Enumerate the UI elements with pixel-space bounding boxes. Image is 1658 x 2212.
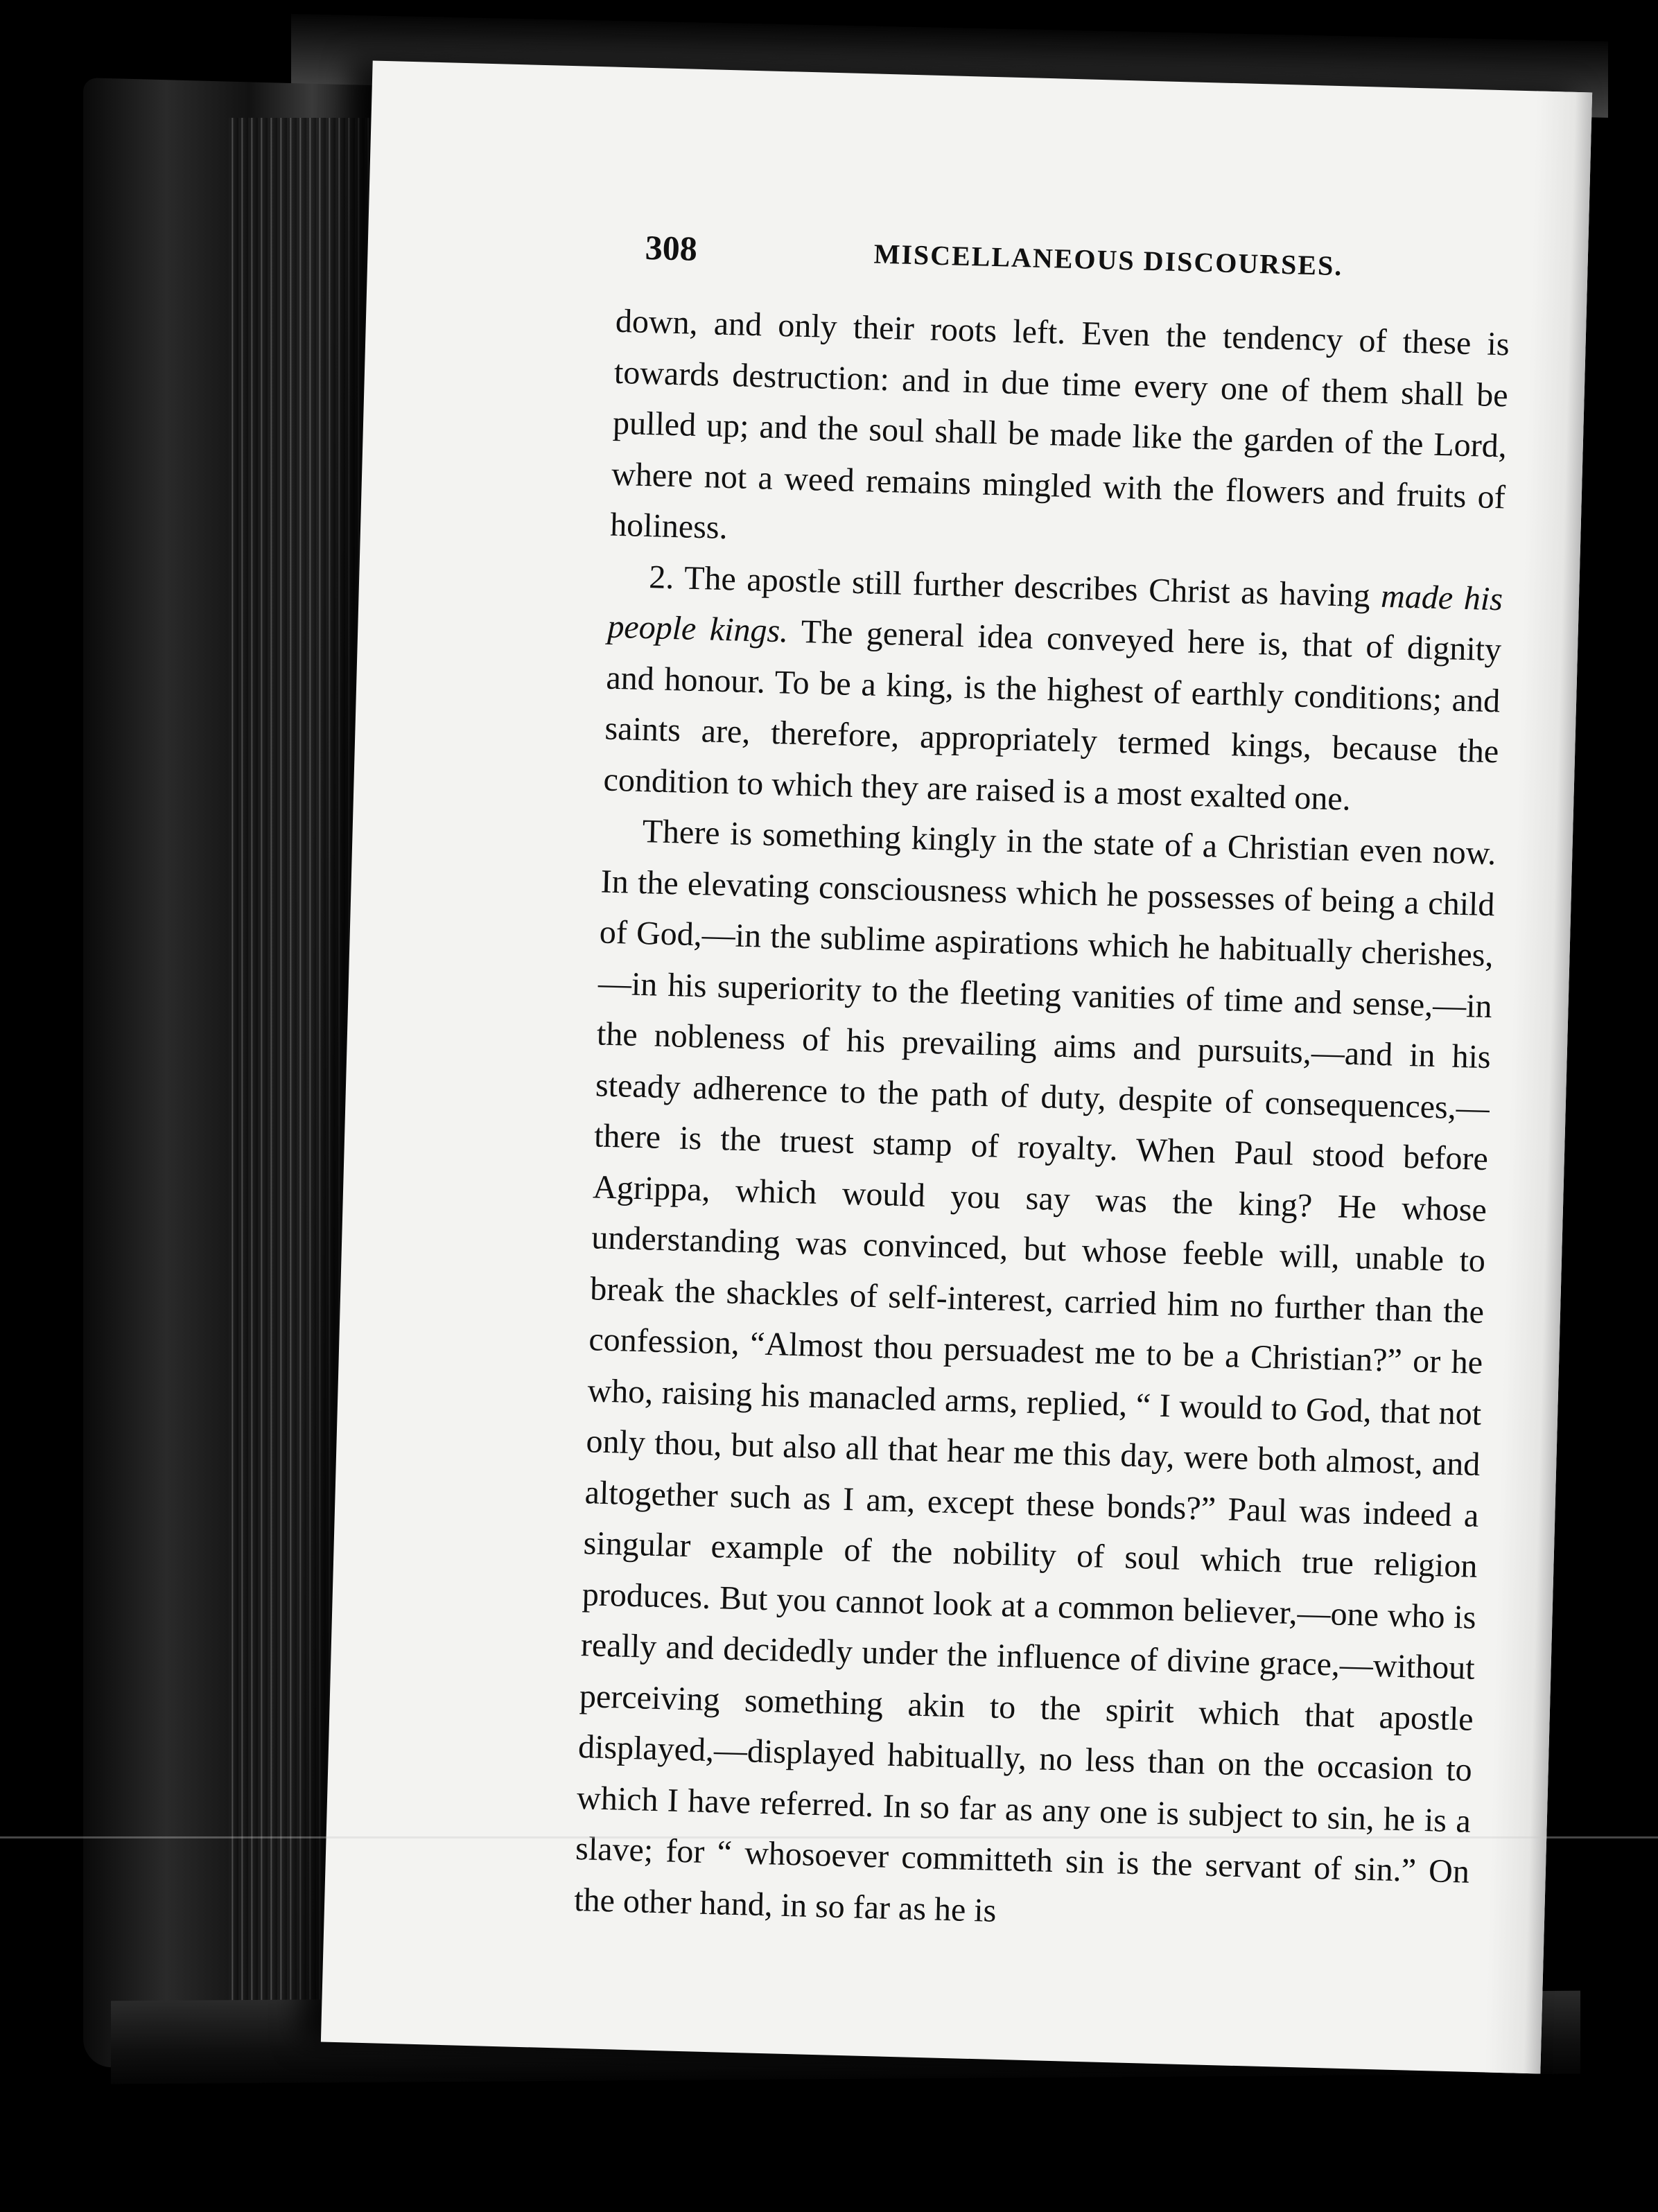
paragraph-2	[603, 550, 1503, 828]
paragraph-3: There is something kingly in the state of a Christian even now. In the elevating consciousness which he possesses of being a child of God,—in the sublime aspirations which he habitually cherishes,—in his superiority to the fleeting vanities of time and sense,—in the nobleness of his prevailing aims and pursuits,—and in his steady adherence to the path of duty, despite of consequences,—there is the truest stamp of royalty. When Paul stood before Agrippa, which would you say was the king? He whose understanding was convinced, but whose feeble will, unable to break the shackles of self-interest, carried him no further than the confession, “Almost thou persuadest me to be a Christian?” or he who, raising his manacled arms, replied, “ I would to God, that not only thou, but also all that hear me this day, were both almost, and altogether such as I am, except these bonds?” Paul was indeed a singular example of the nobility of soul which true religion produces. But you cannot look at a common believer,—one who is really and decidedly under the influence of divine grace,—without perceiving something akin to the spirit which that apostle displayed,—displayed habitually, no less than on the occasion to which I have referred. In so far as any one is subject to sin, he is a slave; for “ whosoever committeth sin is the servant of sin.” On the other hand, in so far as he is	[573, 813, 1497, 1929]
running-head-title: MISCELLANEOUS DISCOURSES.	[873, 238, 1343, 282]
paragraph-2-italic: made his people kings.	[607, 577, 1503, 650]
scan-artifact-line	[0, 1836, 1658, 1838]
paragraph-1: down, and only their roots left. Even the tendency of these is towards destruction: and in due time every one of them shall be pulled up; and the soul shall be made like the garden of the Lord, where not a weed remains mingled with the flowers and fruits of holiness.	[609, 302, 1510, 547]
page-number: 308	[645, 227, 698, 268]
paragraph-2-lead: 2. The apostle still further describes Christ as having	[648, 558, 1382, 615]
body-text	[573, 296, 1510, 1949]
paragraph-2-rest: The general idea conveyed here is, that of dignity and honour. To be a king, is the highest of earthly conditions; and saints are, therefore, appropriately termed kings, because the condition to which they are raised is a most exalted one.	[603, 613, 1502, 818]
running-head	[644, 227, 1519, 306]
printed-page	[321, 60, 1592, 2073]
